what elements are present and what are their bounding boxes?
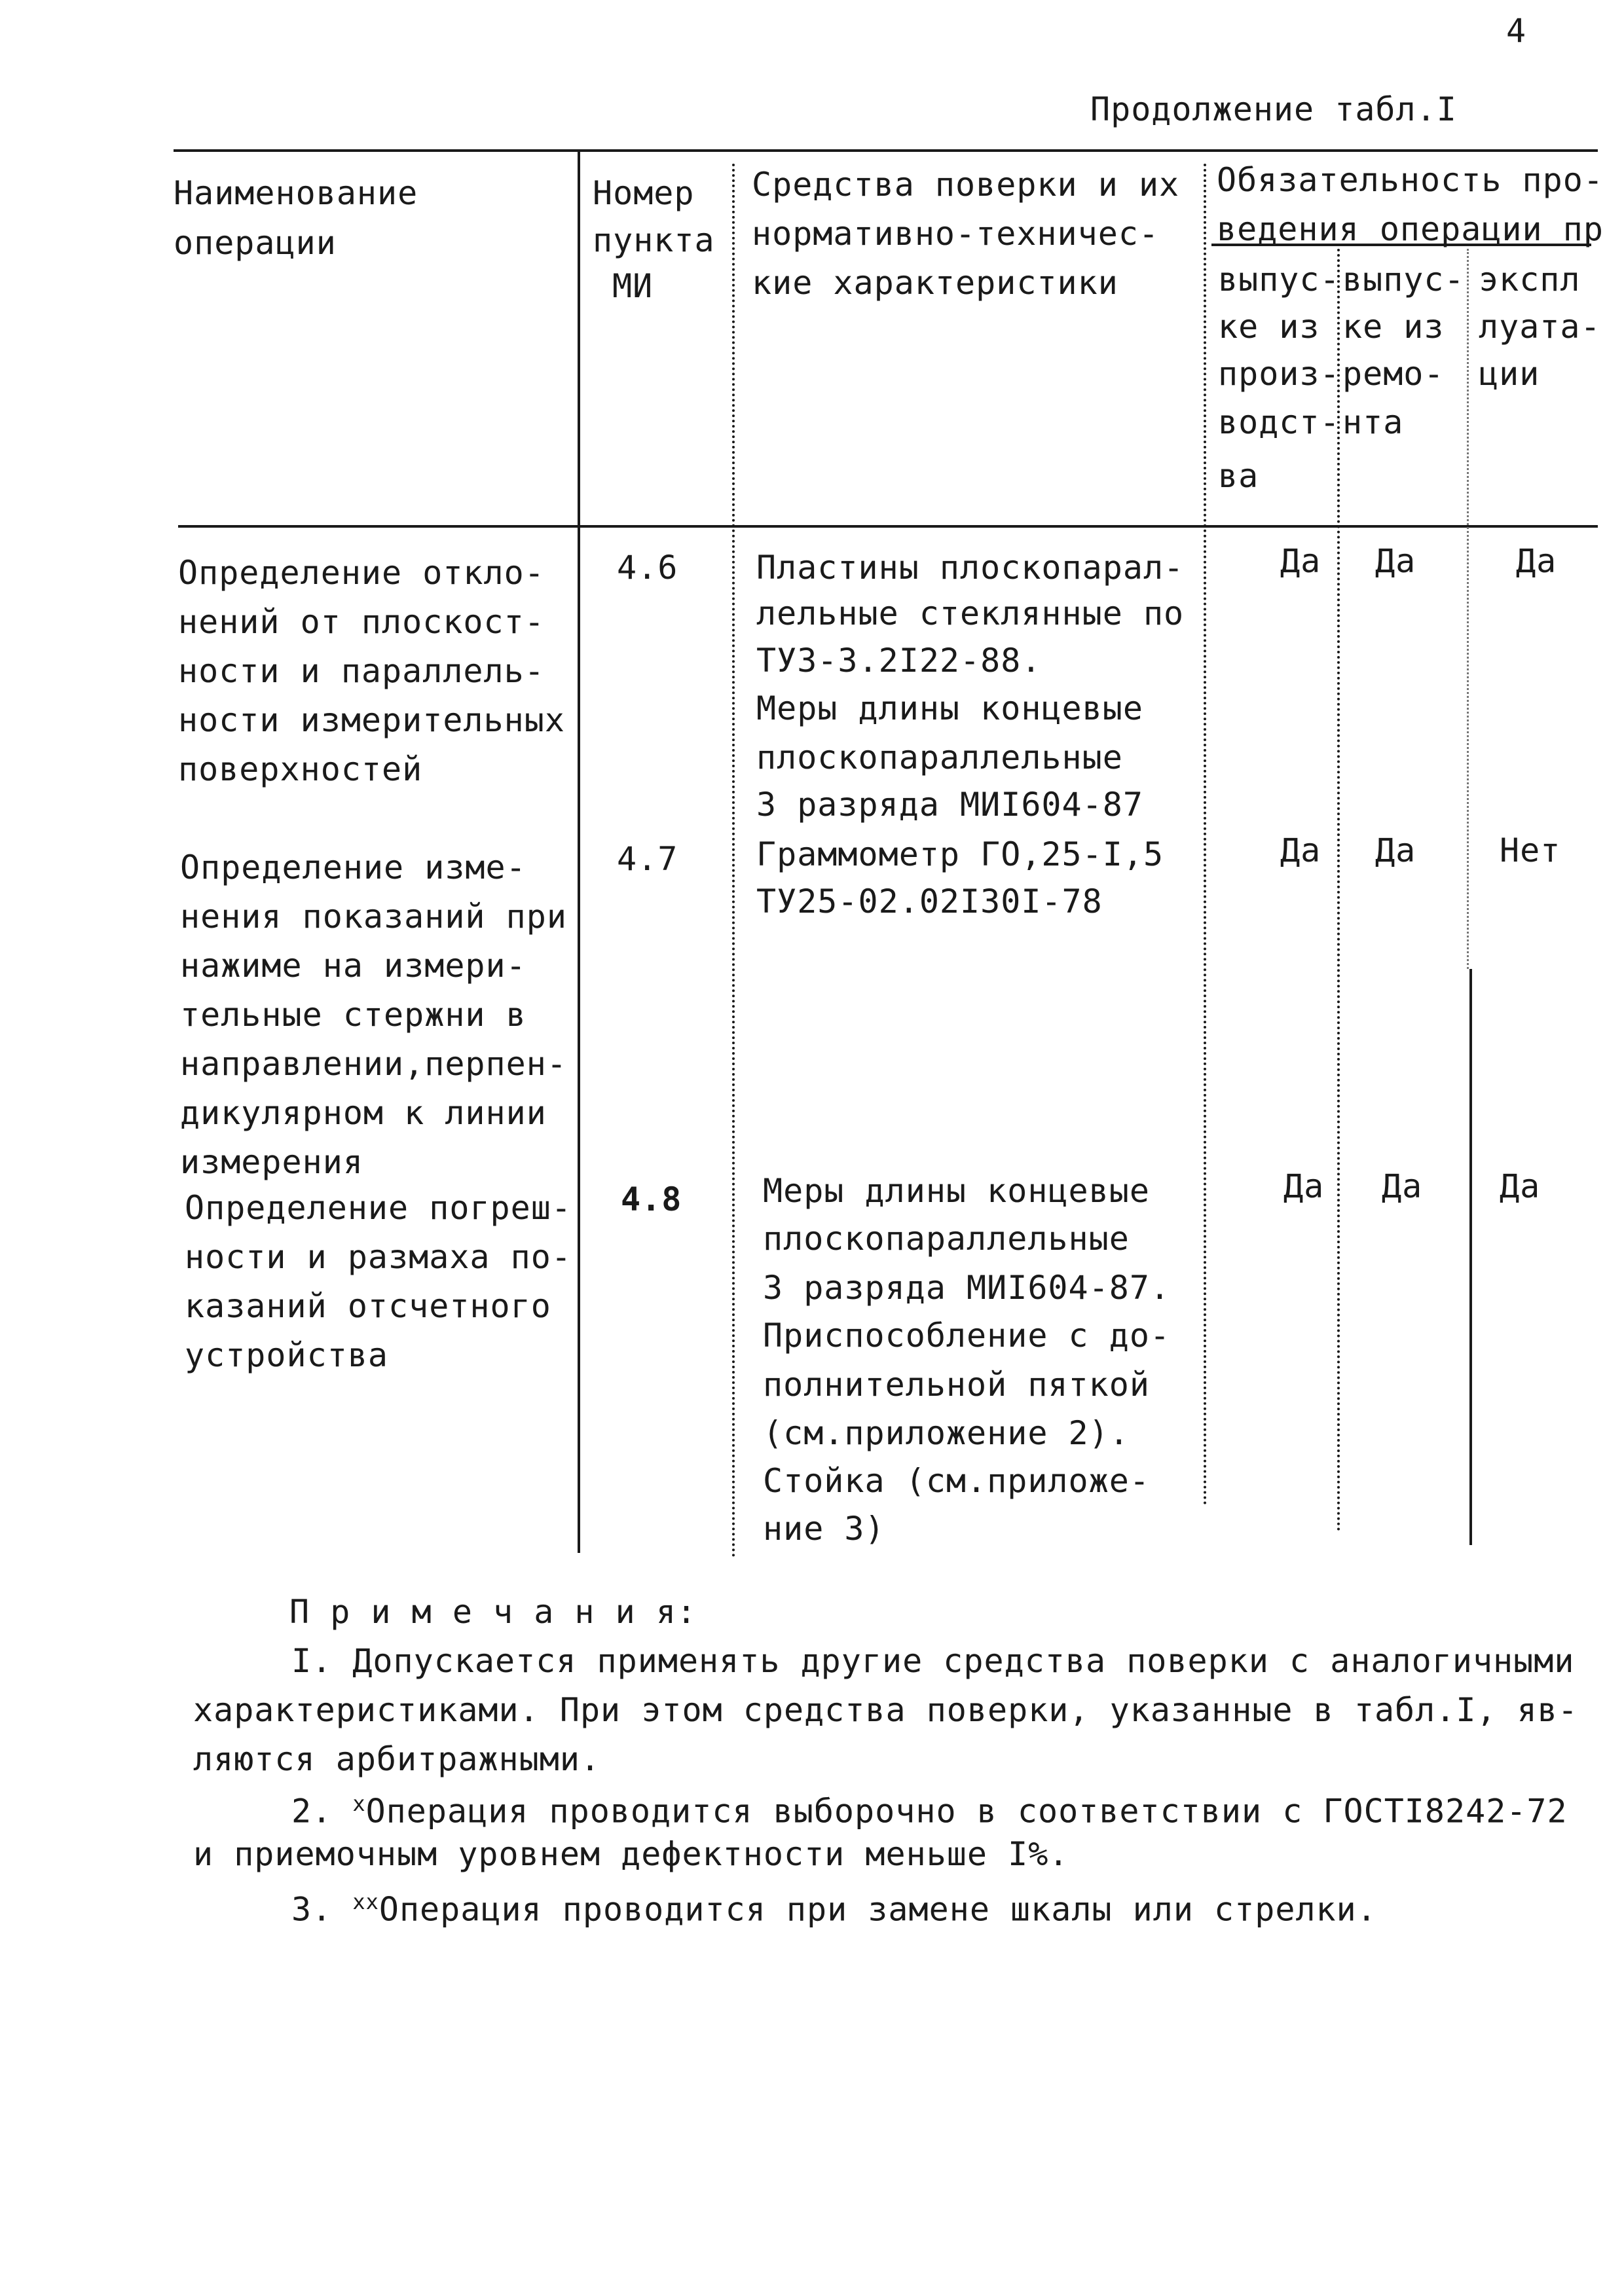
subheader-text: экспл <box>1479 261 1581 299</box>
operation-name: нажиме на измери- <box>180 947 526 985</box>
operation-name: Определение погреш- <box>185 1189 572 1227</box>
note-line: I. Допускается применять другие средства поверки с аналогичными <box>291 1642 1575 1680</box>
operation-name: казаний отсчетного <box>185 1287 551 1325</box>
header-text: Обязательность про- <box>1217 161 1604 199</box>
header-text: кие характеристики <box>752 264 1118 302</box>
table-caption: Продолжение табл.I <box>1090 90 1457 128</box>
verification-means: 3 разряда МИI604-87 <box>756 786 1143 824</box>
operation-name: поверхностей <box>178 750 423 788</box>
column-divider-2 <box>732 164 735 1558</box>
subheader-text: ке из <box>1218 308 1320 346</box>
header-text: Номер <box>593 174 695 212</box>
header-text: нормативно-техничес- <box>752 215 1160 253</box>
item-number: 4.8 <box>621 1180 682 1218</box>
verification-means: ние 3) <box>763 1510 885 1548</box>
verification-means: Пластины плоскопарал- <box>756 549 1185 587</box>
operation-name: нения показаний при <box>180 898 567 936</box>
subheader-text: ремо- <box>1342 355 1445 393</box>
release-repair-value: Да <box>1375 542 1416 580</box>
release-production-value: Да <box>1280 831 1321 869</box>
verification-means: плоскопараллельные <box>763 1220 1130 1258</box>
operation-use-value: Да <box>1500 1167 1541 1205</box>
release-production-value: Да <box>1280 542 1321 580</box>
note-line <box>291 1779 1568 1836</box>
note-marker: x <box>352 1791 366 1816</box>
note-marker: xx <box>352 1889 379 1914</box>
subheader-text: луата- <box>1479 308 1601 346</box>
header-text: МИ <box>612 267 654 305</box>
operation-use-value: Да <box>1516 542 1557 580</box>
operation-name: дикулярном к линии <box>180 1094 547 1132</box>
release-repair-value: Да <box>1375 831 1416 869</box>
subheader-text: ва <box>1218 457 1259 495</box>
operation-name: устройства <box>185 1336 389 1374</box>
verification-means: лельные стеклянные по <box>756 594 1185 632</box>
header-text: операции <box>174 224 337 262</box>
table-top-rule <box>174 149 1598 152</box>
verification-means: ТУ25-02.02I30I-78 <box>756 883 1103 920</box>
release-production-value: Да <box>1283 1167 1325 1205</box>
column-divider-5 <box>1467 249 1469 969</box>
subheader-text: водст- <box>1218 403 1340 441</box>
column-divider-3 <box>1204 164 1206 1506</box>
verification-means: 3 разряда МИI604-87. <box>763 1269 1171 1307</box>
subheader-text: нта <box>1342 403 1404 441</box>
operation-name: Определение откло- <box>178 554 545 592</box>
note-line: характеристиками. При этом средства поверки, указанные в табл.I, яв- <box>193 1691 1578 1729</box>
verification-means: Меры длины концевые <box>756 689 1143 727</box>
verification-means: плоскопараллельные <box>756 738 1123 776</box>
subheader-text: выпус- <box>1342 261 1465 299</box>
notes-heading: П р и м е ч а н и я: <box>289 1593 697 1631</box>
operation-name: ности и размаха по- <box>185 1238 572 1276</box>
operation-name: ности измерительных <box>178 701 565 739</box>
note-line: ляются арбитражными. <box>193 1740 601 1778</box>
subheader-text: выпус- <box>1218 261 1340 299</box>
note-line <box>291 1878 1377 1935</box>
operation-name: Определение изме- <box>180 848 526 886</box>
note-text: Операция проводится при замене шкалы или стрелки. <box>378 1890 1377 1929</box>
operation-name: тельные стержни в <box>180 996 526 1034</box>
verification-means: (см.приложение 2). <box>763 1414 1130 1452</box>
note-number: 3. <box>291 1890 353 1929</box>
header-text: пункта <box>593 221 715 259</box>
item-number: 4.6 <box>617 549 678 587</box>
subheader-text: произ- <box>1218 355 1340 393</box>
operation-name: ности и параллель- <box>178 652 545 690</box>
header-bottom-rule <box>178 525 1598 528</box>
header-text: Средства поверки и их <box>752 166 1180 204</box>
item-number: 4.7 <box>617 840 678 878</box>
verification-means: Граммометр ГО,25-I,5 <box>756 835 1164 873</box>
verification-means: Стойка (см.приложе- <box>763 1462 1150 1500</box>
verification-means: Приспособление с до- <box>763 1317 1171 1355</box>
note-line: и приемочным уровнем дефектности меньше I%. <box>193 1835 1069 1873</box>
note-number: 2. <box>291 1792 353 1831</box>
note-text: Операция проводится выборочно в соответствии с ГОСТI8242-72 <box>365 1792 1568 1831</box>
operation-use-value: Нет <box>1500 831 1561 869</box>
column-divider-5-lower <box>1469 969 1472 1545</box>
operation-name: нений от плоскост- <box>178 603 545 641</box>
subheader-text: ке из <box>1342 308 1445 346</box>
operation-name: направлении,перпен- <box>180 1045 567 1083</box>
verification-means: Меры длины концевые <box>763 1172 1150 1210</box>
header-text: Наименование <box>174 174 418 212</box>
column-divider-1 <box>578 152 580 1553</box>
subheader-text: ции <box>1479 355 1540 393</box>
header-text: ведения операции пр <box>1217 210 1604 248</box>
operation-name: измерения <box>180 1143 363 1181</box>
verification-means: полнительной пяткой <box>763 1366 1150 1404</box>
page-number: 4 <box>1506 12 1527 50</box>
release-repair-value: Да <box>1382 1167 1423 1205</box>
verification-means: ТУЗ-3.2I22-88. <box>756 642 1042 680</box>
